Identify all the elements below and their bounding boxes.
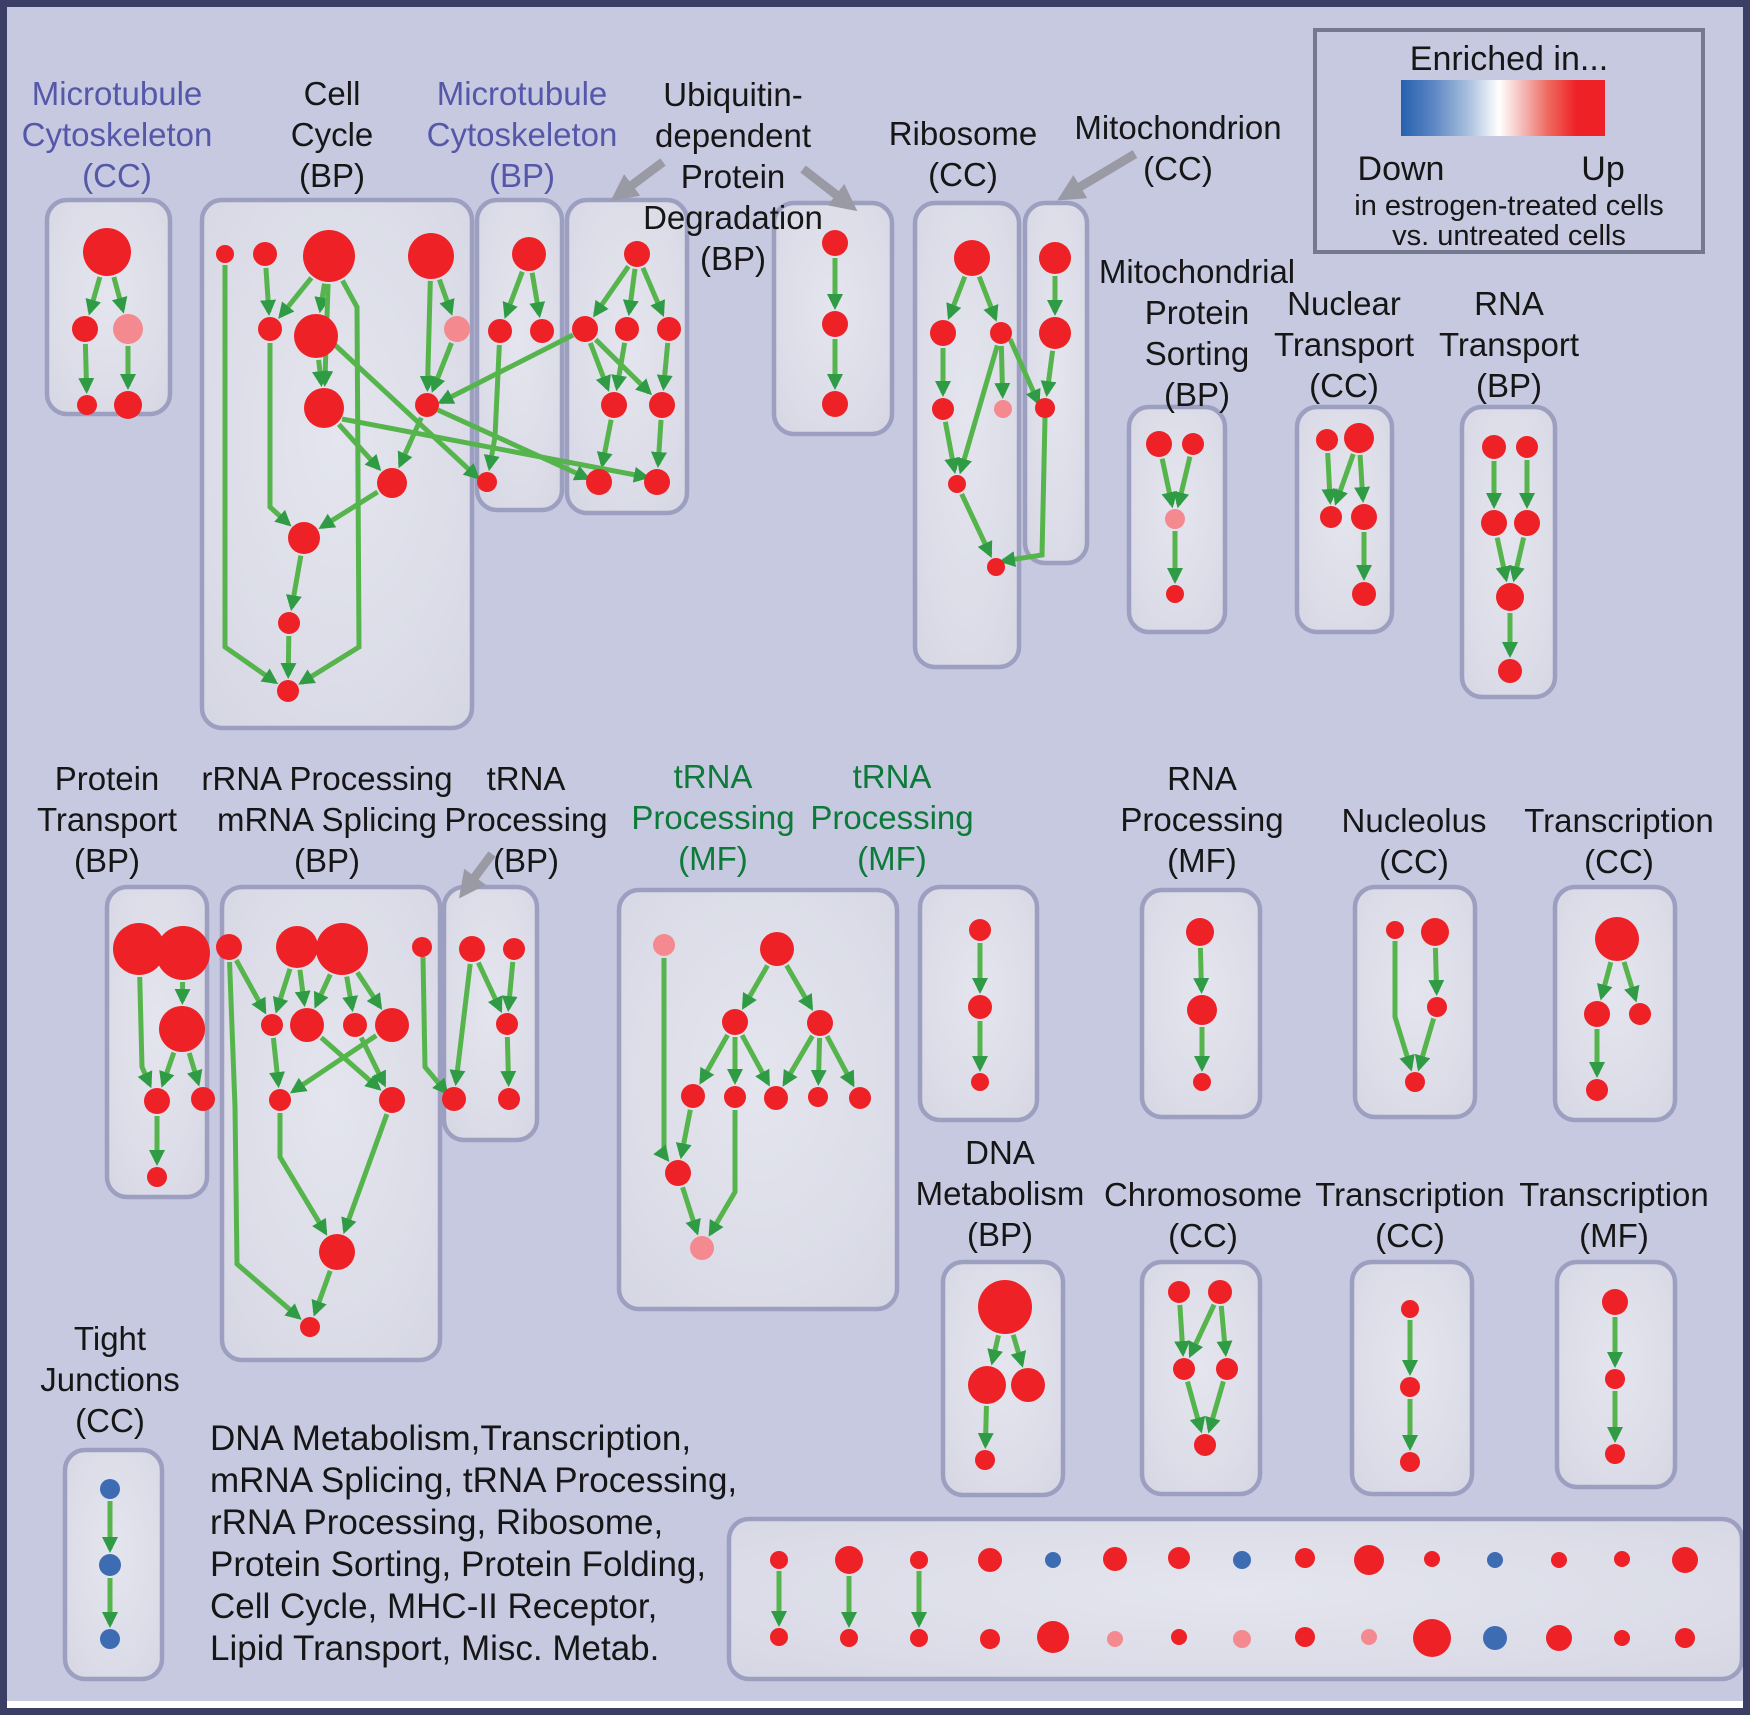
cluster-label-dna-metabolism [916,1132,1085,1255]
cluster-label-line: (CC) [1379,843,1449,880]
go-term-node-up [1320,506,1342,528]
cluster-label-line: (CC) [1309,367,1379,404]
go-term-node-mid [444,316,470,342]
cluster-label-line: tRNA [673,758,753,795]
go-term-node-down [100,1629,120,1649]
misc-enrichment-text-line: Protein Sorting, Protein Folding, [210,1545,707,1584]
misc-enrichment-text-line: DNA Metabolism,Transcription, [210,1419,692,1458]
go-term-node-up [319,1234,355,1270]
go-term-node-up [975,1450,995,1470]
cluster-label-line: Cycle [290,116,374,153]
cluster-label-line: (CC) [928,156,998,193]
cluster-label-line: Processing [1120,801,1284,838]
cluster-label-line: Processing [631,799,795,836]
go-term-node-up [910,1551,928,1569]
cluster-label-chromosome [1104,1174,1302,1256]
go-term-node-up [1614,1630,1630,1646]
cluster-label-line: (BP) [966,1216,1033,1253]
legend-subtitle-1: in estrogen-treated cells [1354,190,1664,222]
cluster-label-mitochondrion [1074,107,1281,189]
go-term-node-up [835,1546,863,1574]
cluster-label-line: Cytoskeleton [426,116,618,153]
cluster-label-ribosome [889,113,1038,195]
go-term-node-up [615,317,639,341]
cluster-label-transcription-cc-top [1524,800,1714,882]
go-term-node-up [987,558,1005,576]
cluster-label-line: DNA [965,1134,1035,1171]
go-term-node-up [1405,1072,1425,1092]
cluster-label-line: Ribosome [888,115,1038,152]
go-term-node-up [644,469,670,495]
go-term-node-up [978,1280,1032,1334]
go-term-node-up [1103,1547,1127,1571]
go-term-node-up [1672,1547,1698,1573]
go-term-node-up [343,1013,367,1037]
cluster-label-line: Transcription [1519,1176,1709,1213]
cluster-label-line: RNA [1167,760,1237,797]
cluster-label-rrna-mrna [201,758,452,881]
go-term-node-up [288,522,320,554]
legend-gradient-bar [1401,80,1605,136]
cluster-box-misc-enrichment [729,1519,1742,1679]
go-term-node-up [1595,917,1639,961]
cluster-label-line: Mitochondrial [1098,253,1296,290]
go-term-node-up [253,242,277,266]
cluster-label-tight-junctions [40,1318,179,1441]
go-term-node-up [1168,1547,1190,1569]
cluster-label-line: Transcription [1524,802,1714,839]
cluster-label-transcription-mf [1519,1174,1709,1256]
go-term-node-up [681,1084,705,1108]
go-term-node-up [968,1366,1006,1404]
cluster-label-line: (CC) [1168,1217,1238,1254]
cluster-label-line: Protein [54,760,160,797]
go-term-node-up [980,1629,1000,1649]
cluster-label-nuclear-transport [1274,283,1414,406]
go-term-node-up [442,1087,466,1111]
cluster-label-line: Chromosome [1103,1176,1303,1213]
edge-arrow [1328,453,1330,501]
cluster-label-line: mRNA Splicing [216,801,438,838]
go-term-node-up [1173,1358,1195,1380]
cluster-label-line: Ubiquitin- [663,76,803,113]
cluster-label-line: Cell [303,75,361,112]
go-term-node-up [278,612,300,634]
go-term-node-up [277,680,299,702]
go-term-node-up [1498,659,1522,683]
cluster-label-line: Nuclear [1287,285,1401,322]
go-term-node-up [191,1087,215,1111]
go-term-node-mid [994,400,1012,418]
go-term-node-up [1037,1621,1069,1653]
cluster-label-line: Tight [73,1320,147,1357]
cluster-label-line: tRNA [852,758,932,795]
cluster-label-line: Transport [1274,326,1414,363]
go-term-node-up [156,926,210,980]
go-term-node-up [290,1008,324,1042]
go-term-node-up [724,1086,746,1108]
cluster-label-line: (BP) [1476,367,1542,404]
go-term-node-up [488,319,512,343]
edge-arrow [1180,1305,1183,1353]
cluster-label-line: (BP) [488,157,555,194]
figure-bottom-margin [7,1701,1750,1715]
go-term-node-down [100,1479,120,1499]
cluster-label-line: Transport [1439,326,1579,363]
cluster-label-line: (BP) [699,240,766,277]
go-term-node-up [1427,997,1447,1017]
go-term-node-up [1351,504,1377,530]
go-term-node-up [1496,583,1524,611]
go-term-node-up [258,317,282,341]
cluster-label-line: (BP) [1163,376,1230,413]
cluster-label-line: (MF) [1167,842,1237,879]
edge-arrow [85,344,86,390]
cluster-label-rna-transport [1439,283,1579,406]
go-term-node-up [294,314,338,358]
edge-arrow [658,420,661,464]
cluster-label-line: (CC) [1143,150,1213,187]
edge-arrow [266,268,269,312]
go-term-node-up [498,1088,520,1110]
misc-enrichment-text-line: mRNA Splicing, tRNA Processing, [210,1461,738,1500]
cluster-label-microtubule-cc [22,73,213,196]
cluster-label-line: (BP) [293,842,360,879]
go-term-node-up [114,391,142,419]
edge-arrow [319,360,322,383]
go-term-node-up [375,1008,409,1042]
go-term-node-up [147,1167,167,1187]
go-term-node-up [1386,921,1404,939]
go-term-node-up [216,934,242,960]
go-term-node-up [77,395,97,415]
legend-box [1313,28,1705,254]
go-term-node-up [144,1088,170,1114]
go-term-node-up [379,1087,405,1113]
cluster-label-trna-processing-mf-1 [631,756,794,879]
cluster-label-line: Microtubule [436,75,608,112]
go-term-node-up [459,936,485,962]
cluster-label-line: (BP) [299,157,365,194]
go-term-node-up [586,469,612,495]
go-term-node-up [300,1317,320,1337]
go-term-node-up [930,320,956,346]
cluster-box-chromosome [1142,1262,1260,1494]
cluster-label-trna-processing-mf-2 [810,756,973,879]
go-term-node-up [1481,510,1507,536]
go-term-node-down [1233,1551,1251,1569]
cluster-label-line: (CC) [1584,843,1654,880]
go-term-node-up [1586,1079,1608,1101]
cluster-label-line: Sorting [1144,335,1250,372]
go-term-node-up [1316,429,1338,451]
go-term-node-up [304,388,344,428]
go-term-node-up [1352,582,1376,606]
edge-arrow [1200,948,1201,990]
edge-arrow [985,1406,986,1445]
go-term-node-up [601,392,627,418]
go-term-node-up [412,937,432,957]
go-term-node-up [665,1160,691,1186]
go-term-node-up [910,1629,928,1647]
cluster-label-line: Mitochondrion [1074,109,1282,146]
go-term-node-mid [1233,1630,1251,1648]
go-term-node-up [1514,510,1540,536]
cluster-label-line: Transport [37,801,177,838]
cluster-label-line: Nucleolus [1341,802,1487,839]
cluster-label-line: RNA [1474,285,1544,322]
go-term-node-up [1171,1629,1187,1645]
go-term-node-up [722,1009,748,1035]
legend-subtitle-2: vs. untreated cells [1392,220,1626,252]
cluster-label-line: Processing [810,799,974,836]
go-term-node-up [808,1087,828,1107]
go-term-node-up [408,233,454,279]
go-term-node-up [1039,242,1071,274]
go-term-node-up [415,393,439,417]
go-term-node-up [822,311,848,337]
cluster-label-line: Degradation [643,199,823,236]
cluster-label-line: rRNA Processing [201,760,453,797]
go-term-node-up [276,926,318,968]
go-term-node-up [657,317,681,341]
go-term-node-up [1035,398,1055,418]
cluster-label-line: Processing [444,801,608,838]
go-term-node-up [1605,1369,1625,1389]
go-term-node-up [159,1006,205,1052]
go-term-node-up [1516,436,1538,458]
go-term-node-up [1482,435,1506,459]
misc-enrichment-text-line: Cell Cycle, MHC-II Receptor, [210,1587,658,1626]
cluster-label-cell-cycle [291,73,374,196]
go-term-node-up [1146,431,1172,457]
cluster-label-line: Transcription [1315,1176,1505,1213]
legend-down-label: Down [1357,150,1445,188]
go-term-node-up [216,245,234,263]
cluster-label-microtubule-bp [427,73,618,196]
go-term-node-up [849,1087,871,1109]
go-term-node-up [932,398,954,420]
cluster-label-line: tRNA [486,760,566,797]
cluster-label-line: dependent [654,117,811,154]
go-term-node-up [649,392,675,418]
go-term-node-up [1295,1627,1315,1647]
go-term-node-up [1186,918,1214,946]
go-term-node-up [990,322,1012,344]
go-term-node-up [1354,1545,1384,1575]
go-term-node-up [1629,1003,1651,1025]
go-term-node-up [1295,1548,1315,1568]
go-term-node-up [1602,1289,1628,1315]
legend-up-label: Up [1581,150,1625,188]
cluster-label-ubiquitin-degradation [643,74,823,279]
edge-arrow [1001,346,1002,395]
go-term-node-up [1675,1628,1695,1648]
go-term-node-up [971,1073,989,1091]
go-term-node-mid [1165,509,1185,529]
go-term-node-up [978,1548,1002,1572]
go-term-node-up [512,237,546,271]
go-term-node-up [269,1089,291,1111]
go-term-node-up [770,1628,788,1646]
go-term-node-up [1216,1358,1238,1380]
go-term-node-up [1614,1551,1630,1567]
cluster-label-rna-processing-mf [1120,758,1283,881]
go-term-node-up [1187,995,1217,1025]
go-term-node-up [1400,1452,1420,1472]
go-term-node-up [1551,1552,1567,1568]
go-term-node-up [969,919,991,941]
go-term-node-up [1546,1625,1572,1651]
edge-arrow [818,1038,819,1082]
go-term-node-up [1193,1073,1211,1091]
go-term-node-up [968,995,992,1019]
go-term-node-up [1424,1551,1440,1567]
go-term-node-up [377,468,407,498]
go-term-node-up [1039,317,1071,349]
go-term-node-up [1168,1281,1190,1303]
cluster-label-line: Microtubule [31,75,203,112]
go-term-node-up [1011,1368,1045,1402]
go-term-node-up [261,1014,283,1036]
cluster-label-nucleolus [1342,800,1487,882]
go-term-node-up [1400,1377,1420,1397]
edge-arrow [1360,455,1363,499]
go-term-node-up [1584,1001,1610,1027]
go-term-node-up [1421,918,1449,946]
go-term-node-up [1166,585,1184,603]
go-term-node-up [807,1010,833,1036]
go-term-node-up [1605,1444,1625,1464]
cluster-label-line: (CC) [1375,1217,1445,1254]
go-term-node-up [83,228,131,276]
edge-arrow [507,1037,508,1083]
edge-arrow [427,281,430,388]
go-term-node-up [760,932,794,966]
legend-title: Enriched in... [1409,40,1609,78]
go-term-node-up [572,316,598,342]
edge-arrow [1435,948,1436,992]
go-term-node-up [840,1629,858,1647]
cluster-label-line: (CC) [82,157,152,194]
cluster-label-trna-processing-bp [444,758,607,881]
cluster-label-line: (BP) [493,842,559,879]
misc-enrichment-text-line: rRNA Processing, Ribosome, [210,1503,664,1542]
go-term-node-up [822,230,848,256]
go-term-node-up [303,230,355,282]
go-term-node-up [1182,433,1204,455]
go-term-node-down [1487,1552,1503,1568]
go-term-node-up [770,1551,788,1569]
go-term-node-mid [653,934,675,956]
go-term-node-mid [113,314,143,344]
go-term-node-up [948,475,966,493]
cluster-label-line: (BP) [74,842,140,879]
go-term-node-mid [1361,1629,1377,1645]
go-term-node-up [316,923,368,975]
cluster-label-line: Junctions [40,1361,180,1398]
go-term-node-down [1483,1626,1507,1650]
cluster-label-line: Protein [680,158,786,195]
go-term-node-mid [690,1236,714,1260]
go-term-node-up [764,1086,788,1110]
go-term-node-up [1344,423,1374,453]
cluster-label-transcription-cc-bottom [1315,1174,1505,1256]
cluster-label-line: Cytoskeleton [21,116,213,153]
go-term-node-up [530,319,554,343]
cluster-label-line: (MF) [1579,1217,1649,1254]
go-term-node-up [496,1013,518,1035]
go-term-node-up [954,240,990,276]
go-term-node-up [1208,1280,1232,1304]
go-term-node-down [99,1554,121,1576]
cluster-label-line: (MF) [678,840,748,877]
go-term-node-down [1045,1552,1061,1568]
go-term-node-up [503,938,525,960]
go-term-node-up [72,316,98,342]
edge-arrow [288,636,289,675]
cluster-label-line: (MF) [857,840,927,877]
cluster-label-line: Metabolism [915,1175,1085,1212]
go-term-node-up [477,472,497,492]
cluster-label-line: Protein [1144,294,1250,331]
go-term-node-mid [1107,1631,1123,1647]
go-term-node-up [822,391,848,417]
go-term-node-up [1401,1300,1419,1318]
cluster-label-protein-transport [37,758,177,881]
go-term-node-up [1413,1619,1451,1657]
cluster-label-mitochondrial-protein-sorting [1099,251,1295,415]
go-term-node-up [1194,1434,1216,1456]
cluster-label-line: (CC) [75,1402,145,1439]
misc-enrichment-text-line: Lipid Transport, Misc. Metab. [210,1629,660,1668]
